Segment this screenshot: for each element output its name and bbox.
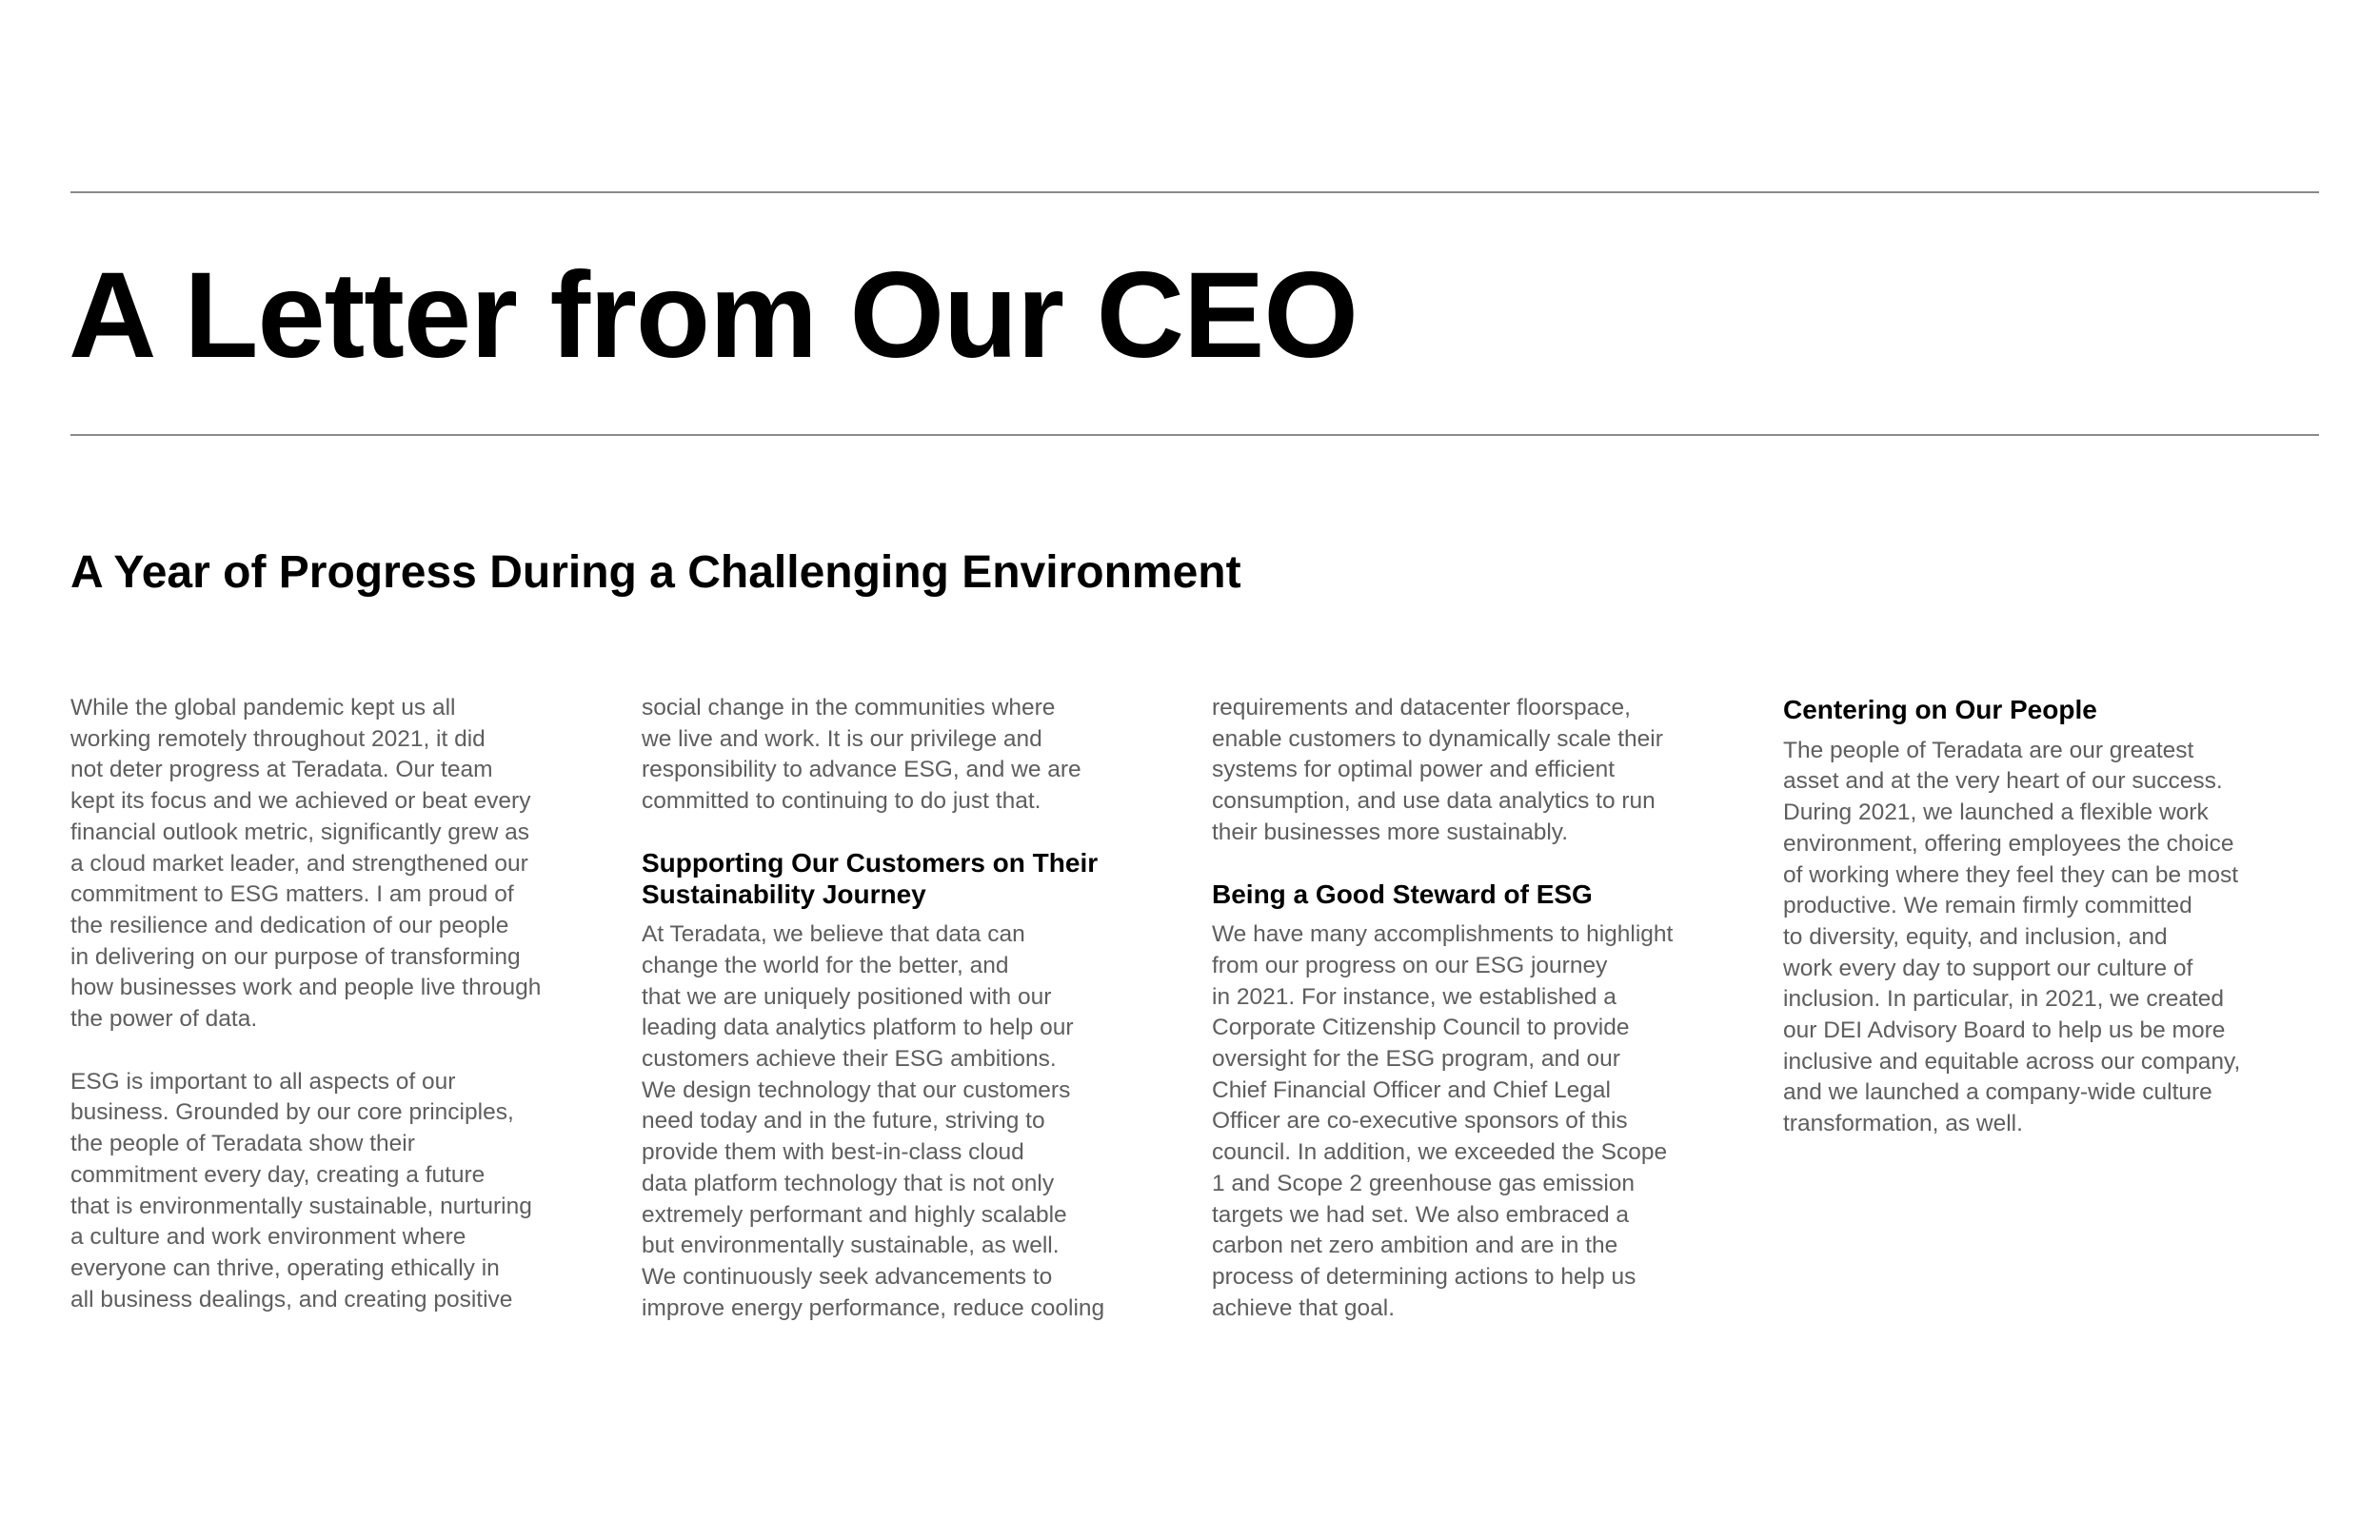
section-title: A Year of Progress During a Challenging Environment	[70, 547, 1241, 598]
continuation-paragraph: social change in the communities where we live and work. It is our privilege and responsibility to advance ESG, and we are committed to continuing to do just that.	[642, 695, 1081, 815]
text-column-4	[1783, 693, 2326, 1140]
text-column-2	[642, 693, 1184, 1324]
bottom-divider	[70, 434, 2319, 436]
subheading-supporting-customers: Supporting Our Customers on Their Sustainability Journey	[642, 847, 1099, 909]
subheading-our-people: Centering on Our People	[1783, 695, 2097, 724]
esg-steward-paragraph: We have many accomplishments to highlight from our progress on our ESG journey in 2021. For instance, we established a Corporate Citizenship Council to provide oversight for the ESG program, and our Chief Financial Officer and Chief Legal Officer are co-executive sponsors of this council. In addition, we exceeded the Scope 1 and Scope 2 greenhouse gas emission targets we had set. We also embraced a carbon net zero ambition and are in the process of determining actions to help us achieve that goal.	[1212, 921, 1674, 1321]
esg-importance-paragraph: ESG is important to all aspects of our business. Grounded by our core principles, the people of Teradata show their commitment every day, creating a future that is environmentally sustainable, nurturing a culture and work environment where everyone can thrive, operating ethically in all business dealings, and creating positive	[70, 1068, 532, 1313]
supporting-customers-paragraph: At Teradata, we believe that data can change the world for the better, and that we are uniquely positioned with our leading data analytics platform to help our customers achieve their ESG ambitions. We design technology that our customers need today and in the future, striving to provide them with best-in-class cloud data platform technology that is not only extremely performant and highly scalable but environmentally sustainable, as well. We continuously seek advancements to improve energy performance, reduce cooling	[642, 921, 1105, 1321]
page-title: A Letter from Our CEO	[69, 247, 1358, 384]
intro-paragraph: While the global pandemic kept us all working remotely throughout 2021, it did not deter progress at Teradata. Our team kept its focus and we achieved or beat every financial outlook metric, significantly grew as a cloud market leader, and strengthened our commitment to ESG matters. I am proud of the resilience and dedication of our people in delivering on our purpose of transforming how businesses work and people live through the power of data.	[70, 695, 542, 1033]
text-column-3	[1212, 693, 1755, 1324]
subheading-esg-steward: Being a Good Steward of ESG	[1212, 879, 1593, 909]
top-divider	[70, 191, 2319, 193]
continuation-paragraph: requirements and datacenter floorspace, enable customers to dynamically scale their systems for optimal power and efficient consumption, and use data analytics to run their businesses more sustainably.	[1212, 695, 1663, 845]
our-people-paragraph: The people of Teradata are our greatest asset and at the very heart of our success. During 2021, we launched a flexible work environment, offering employees the choice of working where they feel they can be most productive. We remain firmly committed to diversity, equity, and inclusion, and work every day to support our culture of inclusion. In particular, in 2021, we created our DEI Advisory Board to help us be more inclusive and equitable across our company, and we launched a company-wide culture transformation, as well.	[1783, 737, 2241, 1137]
text-column-1	[70, 693, 613, 1315]
